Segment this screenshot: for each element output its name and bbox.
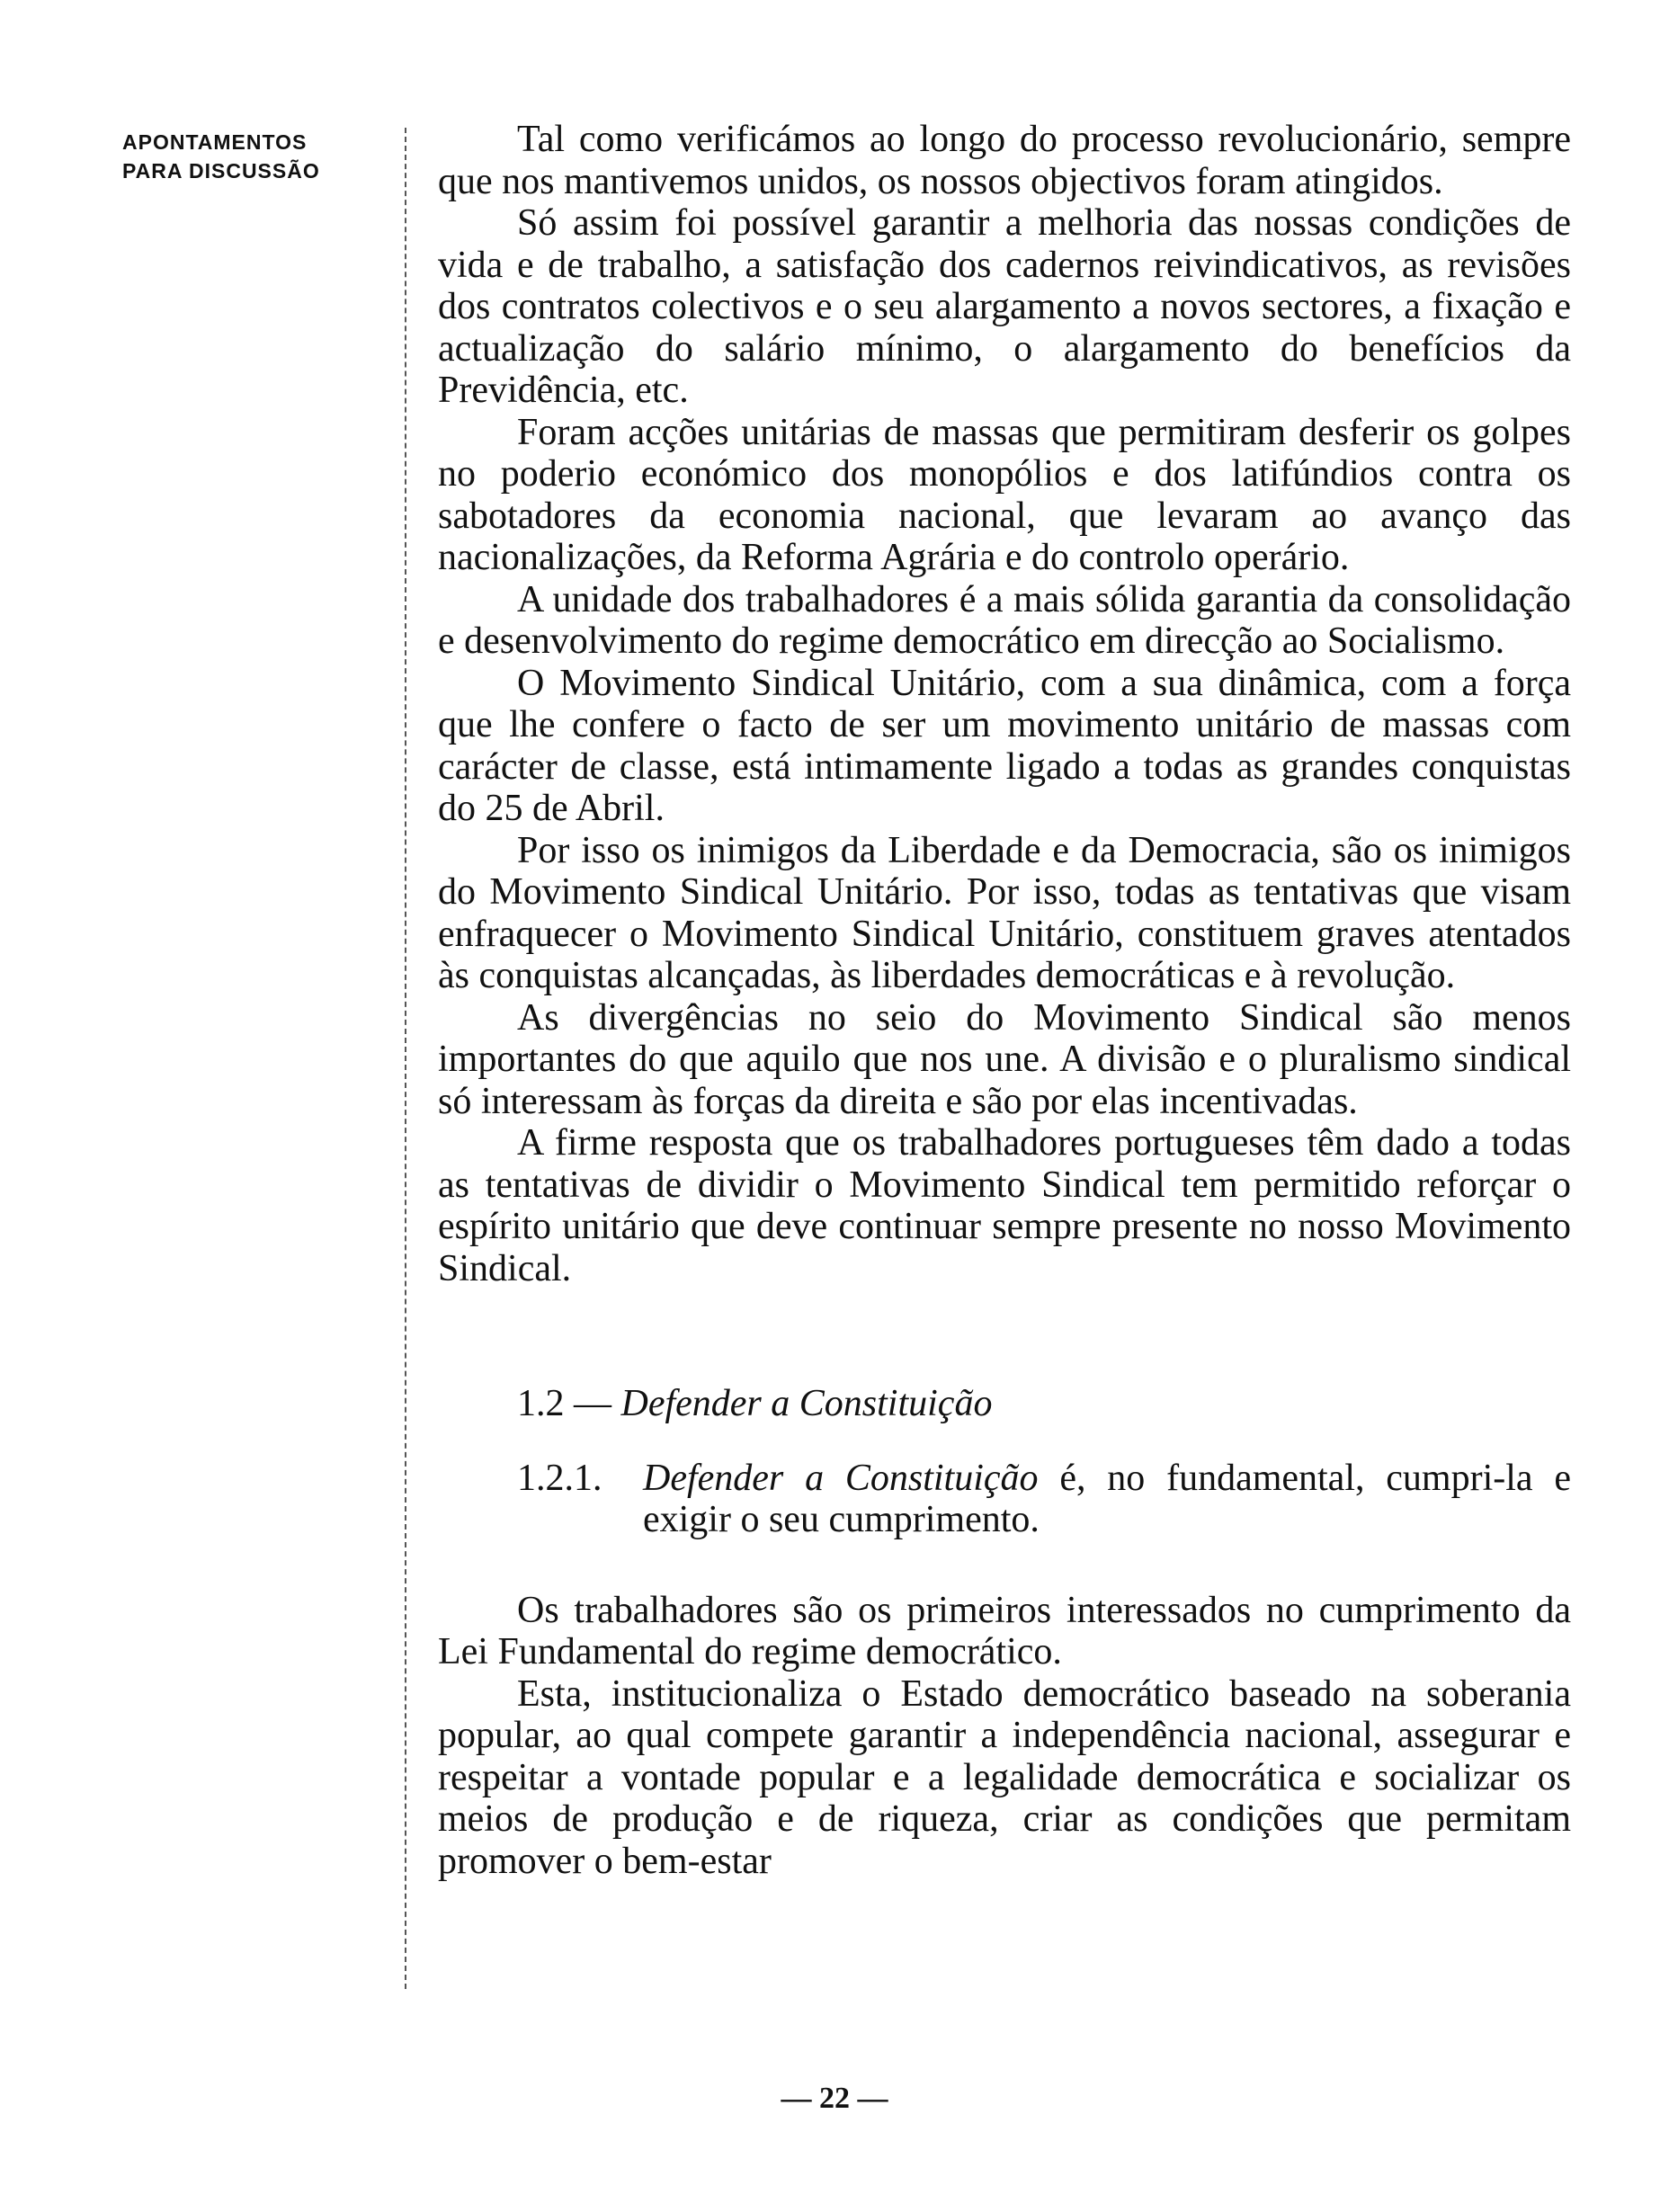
sidebar-line-1: APONTAMENTOS [122, 130, 308, 154]
sidebar-line-2: PARA DISCUSSÃO [122, 159, 320, 183]
paragraph: Só assim foi possível garantir a melhoria das nossas condições de vida e de trabalho, a satisfação dos cadernos reivindicativos, as revisões dos contratos colectivos e o seu alargamento a novos sectores, a fixação e actualização do salário mínimo, o alargamento do benefícios da Previdência, etc. [438, 202, 1571, 411]
main-text [438, 119, 1571, 1882]
sidebar-label [122, 128, 383, 185]
subsection-italic: Defender a Constituição [643, 1457, 1039, 1499]
paragraph: As divergências no seio do Movimento Sindical são menos importantes do que aquilo que nos une. A divisão e o pluralismo sindical só interessam às forças da direita e são por elas incentivadas. [438, 996, 1571, 1122]
paragraph: A unidade dos trabalhadores é a mais sólida garantia da consolidação e desenvolvimento do regime democrático em direcção ao Socialismo. [438, 578, 1571, 662]
subsection-heading [517, 1458, 1571, 1541]
subsection-text: é, no fundamental, cumpri-la e exigir o seu cumprimento. [643, 1457, 1571, 1540]
paragraph: Esta, institucionaliza o Estado democrático baseado na soberania popular, ao qual compete garantir a independência nacional, assegurar e respeitar a vontade popular e a legalidade democrática e socializar os meios de produção e de riqueza, criar as condições que permitam promover o bem-estar [438, 1672, 1571, 1882]
paragraph: A firme resposta que os trabalhadores portugueses têm dado a todas as tentativas de dividir o Movimento Sindical tem permitido reforçar o espírito unitário que deve continuar sempre presente no nosso Movimento Sindical. [438, 1122, 1571, 1289]
paragraph: Tal como verificámos ao longo do processo revolucionário, sempre que nos mantivemos unidos, os nossos objectivos foram atingidos. [438, 119, 1571, 202]
subsection-number: 1.2.1. [517, 1457, 602, 1499]
page-number: — 22 — [781, 2082, 888, 2115]
section-title: Defender a Constituição [620, 1383, 993, 1424]
paragraph: Por isso os inimigos da Liberdade e da Democracia, são os inimigos do Movimento Sindical Unitário. Por isso, todas as tentativas que visam enfraquecer o Movimento Sindical Unitário, constituem graves atentados às conquistas alcançadas, às liberdades democráticas e à revolução. [438, 829, 1571, 996]
margin-rule [405, 128, 406, 1989]
section-number: 1.2 — [517, 1383, 621, 1424]
paragraph: O Movimento Sindical Unitário, com a sua dinâmica, com a força que lhe confere o facto de ser um movimento unitário de massas com carácter de classe, está intimamente ligado a todas as grandes conquistas do 25 de Abril. [438, 662, 1571, 829]
section-heading [517, 1383, 1571, 1425]
paragraph: Foram acções unitárias de massas que permitiram desferir os golpes no poderio económico dos monopólios e dos latifúndios contra os sabotadores da economia nacional, que levaram ao avanço das nacionalizações, da Reforma Agrária e do controlo operário. [438, 411, 1571, 578]
paragraph: Os trabalhadores são os primeiros interessados no cumprimento da Lei Fundamental do regime democrático. [438, 1589, 1571, 1672]
